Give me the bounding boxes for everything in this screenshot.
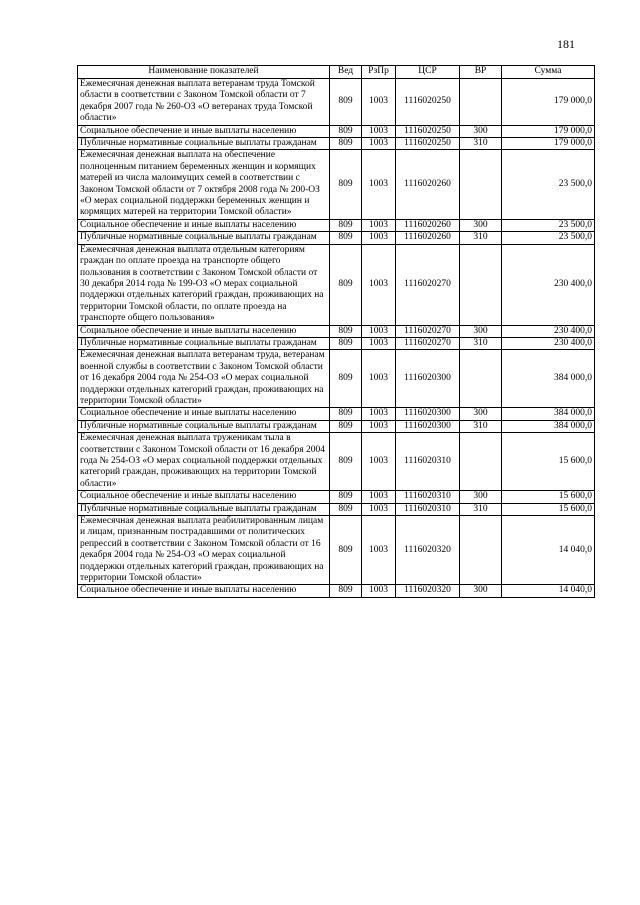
sum-cell: 384 000,0: [502, 408, 595, 420]
ved-cell: 809: [330, 337, 362, 349]
rzpr-cell: 1003: [362, 244, 396, 325]
table-header-row: [78, 66, 595, 79]
csr-cell: 1116020270: [396, 325, 460, 337]
ved-cell: 809: [330, 585, 362, 597]
table-row: [78, 337, 595, 349]
csr-cell: 1116020310: [396, 503, 460, 515]
name-cell: Ежемесячная денежная выплата ветеранам труда, ветеранам военной службы в соответствии с Законом Томской области от 16 декабря 2004 года № 254-ОЗ «О мерах социальной поддержки отдельных категорий граждан, проживающих на территории Томской области»: [78, 350, 330, 408]
header-vr: ВР: [460, 66, 502, 79]
sum-cell: 15 600,0: [502, 491, 595, 503]
ved-cell: 809: [330, 516, 362, 585]
table-row: [78, 125, 595, 137]
header-name: Наименование показателей: [78, 66, 330, 79]
ved-cell: 809: [330, 420, 362, 432]
vr-cell: 300: [460, 325, 502, 337]
ved-cell: 809: [330, 491, 362, 503]
rzpr-cell: 1003: [362, 408, 396, 420]
name-cell: Ежемесячная денежная выплата ветеранам труда Томской области в соответствии с Законом Томской области от 7 декабря 2007 года № 260-ОЗ «О ветеранах труда Томской области»: [78, 79, 330, 126]
sum-cell: 179 000,0: [502, 79, 595, 126]
rzpr-cell: 1003: [362, 337, 396, 349]
sum-cell: 384 000,0: [502, 420, 595, 432]
name-cell: Публичные нормативные социальные выплаты гражданам: [78, 503, 330, 515]
sum-cell: 179 000,0: [502, 125, 595, 137]
csr-cell: 1116020300: [396, 420, 460, 432]
vr-cell: 300: [460, 219, 502, 231]
sum-cell: 23 500,0: [502, 150, 595, 219]
rzpr-cell: 1003: [362, 585, 396, 597]
csr-cell: 1116020250: [396, 138, 460, 150]
vr-cell: [460, 150, 502, 219]
name-cell: Ежемесячная денежная выплата реабилитированным лицам и лицам, признанным пострадавшими от политических репрессий в соответствии с Законом Томской области от 16 декабря 2004 года № 254-ОЗ «О мерах социальной поддержки отдельных категорий граждан, проживающих на территории Томской области»: [78, 516, 330, 585]
csr-cell: 1116020270: [396, 337, 460, 349]
csr-cell: 1116020270: [396, 244, 460, 325]
vr-cell: 300: [460, 125, 502, 137]
header-csr: ЦСР: [396, 66, 460, 79]
header-ved: Вед: [330, 66, 362, 79]
sum-cell: 179 000,0: [502, 138, 595, 150]
ved-cell: 809: [330, 138, 362, 150]
table-row: [78, 79, 595, 126]
vr-cell: 300: [460, 585, 502, 597]
name-cell: Публичные нормативные социальные выплаты гражданам: [78, 232, 330, 244]
vr-cell: 300: [460, 408, 502, 420]
table-row: [78, 232, 595, 244]
rzpr-cell: 1003: [362, 503, 396, 515]
table-row: [78, 491, 595, 503]
csr-cell: 1116020320: [396, 585, 460, 597]
ved-cell: 809: [330, 150, 362, 219]
sum-cell: 15 600,0: [502, 433, 595, 491]
ved-cell: 809: [330, 232, 362, 244]
table-row: [78, 150, 595, 219]
vr-cell: 310: [460, 420, 502, 432]
sum-cell: 230 400,0: [502, 244, 595, 325]
csr-cell: 1116020320: [396, 516, 460, 585]
sum-cell: 230 400,0: [502, 337, 595, 349]
sum-cell: 14 040,0: [502, 516, 595, 585]
vr-cell: [460, 79, 502, 126]
sum-cell: 23 500,0: [502, 232, 595, 244]
name-cell: Публичные нормативные социальные выплаты гражданам: [78, 138, 330, 150]
csr-cell: 1116020300: [396, 350, 460, 408]
vr-cell: 310: [460, 337, 502, 349]
name-cell: Социальное обеспечение и иные выплаты населению: [78, 325, 330, 337]
csr-cell: 1116020260: [396, 150, 460, 219]
sum-cell: 14 040,0: [502, 585, 595, 597]
ved-cell: 809: [330, 125, 362, 137]
vr-cell: 300: [460, 491, 502, 503]
ved-cell: 809: [330, 433, 362, 491]
sum-cell: 23 500,0: [502, 219, 595, 231]
vr-cell: [460, 516, 502, 585]
name-cell: Ежемесячная денежная выплата на обеспечение полноценным питанием беременных женщин и кормящих матерей из числа малоимущих семей в соответствии с Законом Томской области от 7 октября 2008 года № 200-ОЗ «О мерах социальной поддержки беременных женщин и кормящих матерей на территории Томской области»: [78, 150, 330, 219]
rzpr-cell: 1003: [362, 138, 396, 150]
table-row: [78, 585, 595, 597]
rzpr-cell: 1003: [362, 125, 396, 137]
csr-cell: 1116020250: [396, 79, 460, 126]
table-row: [78, 350, 595, 408]
table-row: [78, 433, 595, 491]
table-row: [78, 219, 595, 231]
table-row: [78, 503, 595, 515]
table-row: [78, 244, 595, 325]
name-cell: Социальное обеспечение и иные выплаты населению: [78, 219, 330, 231]
ved-cell: 809: [330, 325, 362, 337]
vr-cell: [460, 350, 502, 408]
csr-cell: 1116020300: [396, 408, 460, 420]
csr-cell: 1116020250: [396, 125, 460, 137]
rzpr-cell: 1003: [362, 79, 396, 126]
vr-cell: [460, 244, 502, 325]
name-cell: Социальное обеспечение и иные выплаты населению: [78, 125, 330, 137]
name-cell: Ежемесячная денежная выплата отдельным категориям граждан по оплате проезда на транспорте общего пользования в соответствии с Законом Томской области от 30 декабря 2014 года № 199-ОЗ «О мерах социальной поддержки отдельных категорий граждан, проживающих на территории Томской области, по оплате проезда на транспорте общего пользования»: [78, 244, 330, 325]
table-row: [78, 516, 595, 585]
rzpr-cell: 1003: [362, 516, 396, 585]
sum-cell: 384 000,0: [502, 350, 595, 408]
ved-cell: 809: [330, 408, 362, 420]
csr-cell: 1116020310: [396, 491, 460, 503]
table-body: [78, 79, 595, 598]
rzpr-cell: 1003: [362, 150, 396, 219]
csr-cell: 1116020260: [396, 232, 460, 244]
header-rzpr: РзПр: [362, 66, 396, 79]
rzpr-cell: 1003: [362, 420, 396, 432]
csr-cell: 1116020310: [396, 433, 460, 491]
ved-cell: 809: [330, 244, 362, 325]
rzpr-cell: 1003: [362, 219, 396, 231]
rzpr-cell: 1003: [362, 350, 396, 408]
ved-cell: 809: [330, 350, 362, 408]
name-cell: Публичные нормативные социальные выплаты гражданам: [78, 337, 330, 349]
ved-cell: 809: [330, 79, 362, 126]
vr-cell: [460, 433, 502, 491]
vr-cell: 310: [460, 138, 502, 150]
name-cell: Публичные нормативные социальные выплаты гражданам: [78, 420, 330, 432]
rzpr-cell: 1003: [362, 325, 396, 337]
name-cell: Ежемесячная денежная выплата труженикам тыла в соответствии с Законом Томской области от 16 декабря 2004 года № 254-ОЗ «О мерах социальной поддержки отдельных категорий граждан, проживающих на территории Томской области»: [78, 433, 330, 491]
budget-table: [77, 65, 595, 598]
page-number: 181: [557, 37, 575, 51]
sum-cell: 15 600,0: [502, 503, 595, 515]
rzpr-cell: 1003: [362, 491, 396, 503]
rzpr-cell: 1003: [362, 232, 396, 244]
table-row: [78, 138, 595, 150]
csr-cell: 1116020260: [396, 219, 460, 231]
vr-cell: 310: [460, 232, 502, 244]
rzpr-cell: 1003: [362, 433, 396, 491]
vr-cell: 310: [460, 503, 502, 515]
name-cell: Социальное обеспечение и иные выплаты населению: [78, 491, 330, 503]
table-row: [78, 420, 595, 432]
sum-cell: 230 400,0: [502, 325, 595, 337]
name-cell: Социальное обеспечение и иные выплаты населению: [78, 408, 330, 420]
table-row: [78, 408, 595, 420]
ved-cell: 809: [330, 219, 362, 231]
table-row: [78, 325, 595, 337]
name-cell: Социальное обеспечение и иные выплаты населению: [78, 585, 330, 597]
ved-cell: 809: [330, 503, 362, 515]
header-sum: Сумма: [502, 66, 595, 79]
